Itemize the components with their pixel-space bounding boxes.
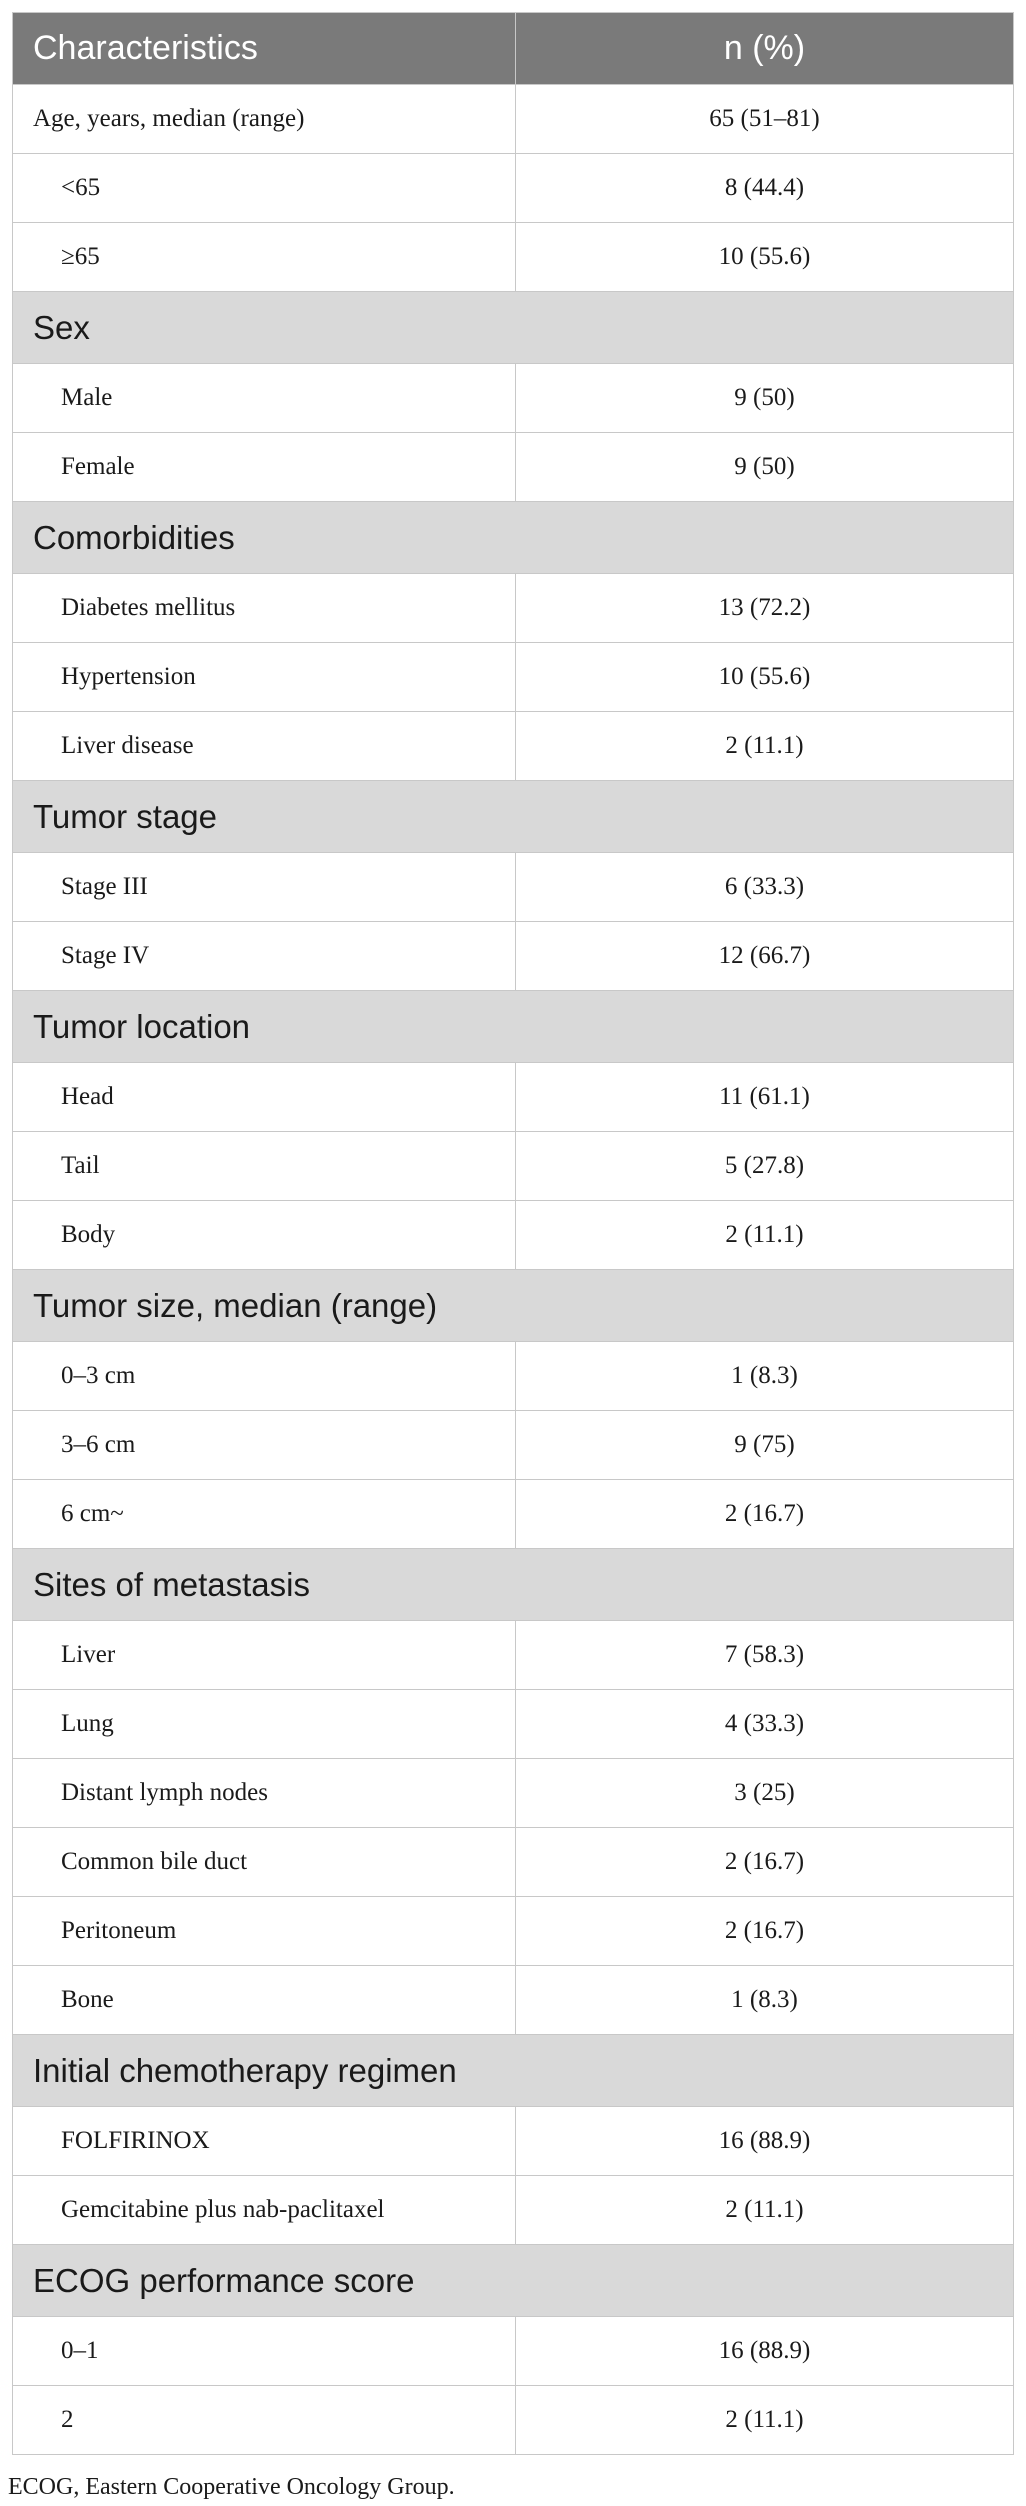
count-percent-value: 7 (58.3) <box>516 1621 1014 1690</box>
count-percent-value: 5 (27.8) <box>516 1132 1014 1201</box>
count-percent-value: 2 (16.7) <box>516 1480 1014 1549</box>
characteristic-label: 2 <box>13 2386 516 2455</box>
section-label: ECOG performance score <box>13 2245 1014 2317</box>
table-body <box>13 85 1014 2455</box>
characteristic-label: Distant lymph nodes <box>13 1759 516 1828</box>
count-percent-value: 2 (11.1) <box>516 712 1014 781</box>
characteristic-label: Tail <box>13 1132 516 1201</box>
header-n-percent: n (%) <box>516 13 1014 85</box>
characteristic-label: FOLFIRINOX <box>13 2107 516 2176</box>
count-percent-value: 3 (25) <box>516 1759 1014 1828</box>
section-header-row <box>13 502 1014 574</box>
count-percent-value: 10 (55.6) <box>516 643 1014 712</box>
section-header-row <box>13 1549 1014 1621</box>
table-row <box>13 853 1014 922</box>
table-row <box>13 2317 1014 2386</box>
characteristics-table-container <box>12 12 1013 2455</box>
table-row <box>13 1759 1014 1828</box>
table-row <box>13 1828 1014 1897</box>
count-percent-value: 2 (11.1) <box>516 1201 1014 1270</box>
table-row <box>13 1411 1014 1480</box>
count-percent-value: 16 (88.9) <box>516 2107 1014 2176</box>
table-row <box>13 85 1014 154</box>
characteristics-table <box>12 12 1014 2455</box>
characteristic-label: Head <box>13 1063 516 1132</box>
header-row <box>13 13 1014 85</box>
table-row <box>13 1063 1014 1132</box>
count-percent-value: 1 (8.3) <box>516 1966 1014 2035</box>
count-percent-value: 65 (51–81) <box>516 85 1014 154</box>
table-row <box>13 574 1014 643</box>
characteristic-label: Stage IV <box>13 922 516 991</box>
section-label: Tumor stage <box>13 781 1014 853</box>
table-row <box>13 223 1014 292</box>
section-label: Initial chemotherapy regimen <box>13 2035 1014 2107</box>
characteristic-label: Age, years, median (range) <box>13 85 516 154</box>
characteristic-label: Peritoneum <box>13 1897 516 1966</box>
table-row <box>13 1342 1014 1411</box>
count-percent-value: 8 (44.4) <box>516 154 1014 223</box>
table-row <box>13 154 1014 223</box>
count-percent-value: 2 (16.7) <box>516 1828 1014 1897</box>
count-percent-value: 1 (8.3) <box>516 1342 1014 1411</box>
table-row <box>13 1690 1014 1759</box>
count-percent-value: 6 (33.3) <box>516 853 1014 922</box>
table-row <box>13 1201 1014 1270</box>
characteristic-label: ≥65 <box>13 223 516 292</box>
table-row <box>13 1132 1014 1201</box>
table-row <box>13 2107 1014 2176</box>
table-row <box>13 2386 1014 2455</box>
characteristic-label: Male <box>13 364 516 433</box>
table-row <box>13 1621 1014 1690</box>
table-row <box>13 922 1014 991</box>
characteristic-label: Common bile duct <box>13 1828 516 1897</box>
characteristic-label: Gemcitabine plus nab-paclitaxel <box>13 2176 516 2245</box>
count-percent-value: 2 (11.1) <box>516 2176 1014 2245</box>
table-row <box>13 1966 1014 2035</box>
count-percent-value: 16 (88.9) <box>516 2317 1014 2386</box>
section-label: Tumor location <box>13 991 1014 1063</box>
section-label: Sites of metastasis <box>13 1549 1014 1621</box>
characteristic-label: 0–3 cm <box>13 1342 516 1411</box>
characteristic-label: Liver disease <box>13 712 516 781</box>
characteristic-label: Body <box>13 1201 516 1270</box>
characteristic-label: Female <box>13 433 516 502</box>
section-label: Tumor size, median (range) <box>13 1270 1014 1342</box>
characteristic-label: 6 cm~ <box>13 1480 516 1549</box>
count-percent-value: 12 (66.7) <box>516 922 1014 991</box>
characteristic-label: 3–6 cm <box>13 1411 516 1480</box>
section-header-row <box>13 991 1014 1063</box>
count-percent-value: 11 (61.1) <box>516 1063 1014 1132</box>
section-header-row <box>13 2035 1014 2107</box>
characteristic-label: Liver <box>13 1621 516 1690</box>
count-percent-value: 2 (11.1) <box>516 2386 1014 2455</box>
characteristic-label: <65 <box>13 154 516 223</box>
section-header-row <box>13 1270 1014 1342</box>
table-row <box>13 1480 1014 1549</box>
characteristic-label: Diabetes mellitus <box>13 574 516 643</box>
table-footnote: ECOG, Eastern Cooperative Oncology Group. <box>8 2474 455 2500</box>
characteristic-label: Hypertension <box>13 643 516 712</box>
characteristic-label: 0–1 <box>13 2317 516 2386</box>
count-percent-value: 9 (50) <box>516 364 1014 433</box>
section-header-row <box>13 292 1014 364</box>
table-row <box>13 2176 1014 2245</box>
count-percent-value: 2 (16.7) <box>516 1897 1014 1966</box>
table-row <box>13 1897 1014 1966</box>
section-header-row <box>13 781 1014 853</box>
table-row <box>13 712 1014 781</box>
count-percent-value: 13 (72.2) <box>516 574 1014 643</box>
section-label: Comorbidities <box>13 502 1014 574</box>
section-header-row <box>13 2245 1014 2317</box>
table-row <box>13 433 1014 502</box>
count-percent-value: 4 (33.3) <box>516 1690 1014 1759</box>
table-row <box>13 364 1014 433</box>
characteristic-label: Lung <box>13 1690 516 1759</box>
table-header <box>13 13 1014 85</box>
characteristic-label: Bone <box>13 1966 516 2035</box>
header-characteristics: Characteristics <box>13 13 516 85</box>
section-label: Sex <box>13 292 1014 364</box>
count-percent-value: 10 (55.6) <box>516 223 1014 292</box>
count-percent-value: 9 (50) <box>516 433 1014 502</box>
table-row <box>13 643 1014 712</box>
count-percent-value: 9 (75) <box>516 1411 1014 1480</box>
characteristic-label: Stage III <box>13 853 516 922</box>
